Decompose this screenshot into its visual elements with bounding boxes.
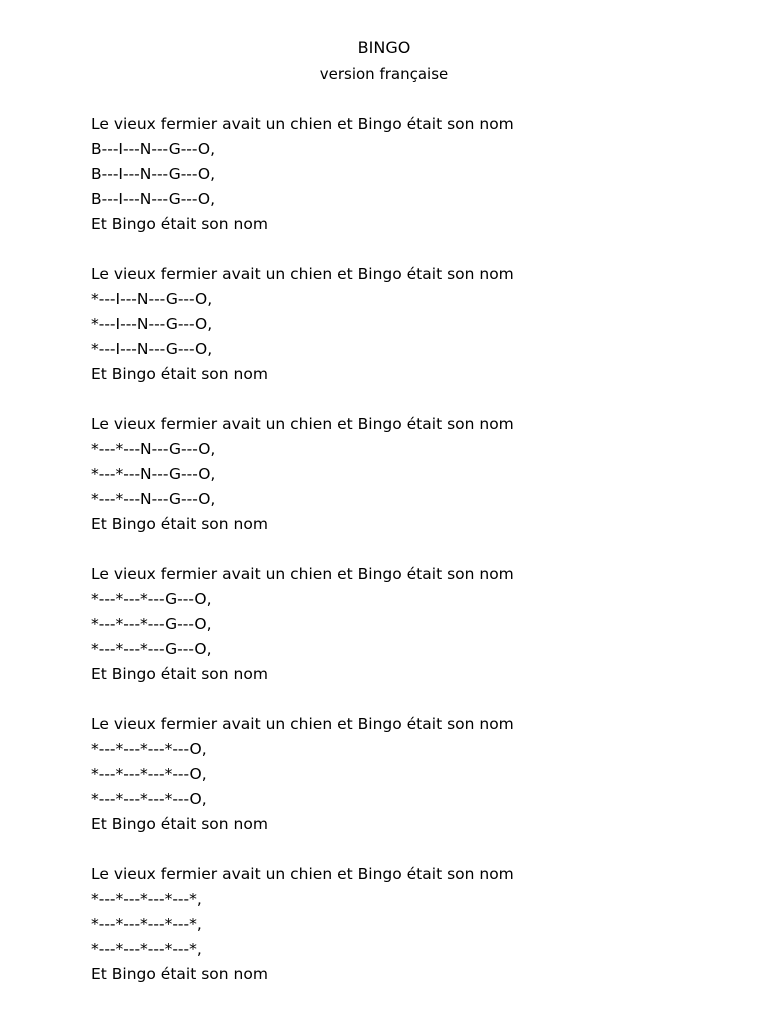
verse-line: Le vieux fermier avait un chien et Bingo était son nom — [91, 715, 514, 733]
verse-line: Et Bingo était son nom — [91, 965, 268, 983]
verse-line: *---*---N---G---O, — [91, 440, 216, 458]
verse-line: Et Bingo était son nom — [91, 365, 268, 383]
verse-line: *---*---*---G---O, — [91, 615, 212, 633]
lyrics-body — [91, 112, 731, 1012]
verse-line: Et Bingo était son nom — [91, 215, 268, 233]
verse — [91, 862, 731, 987]
verse-line: Le vieux fermier avait un chien et Bingo était son nom — [91, 865, 514, 883]
document-subtitle: version française — [319, 65, 449, 83]
verse-line: *---*---*---*---*, — [91, 915, 202, 933]
verse-line: *---*---*---*---O, — [91, 790, 207, 808]
verse-line: *---I---N---G---O, — [91, 340, 213, 358]
verse-line: *---*---N---G---O, — [91, 465, 216, 483]
verse-line: *---*---*---G---O, — [91, 640, 212, 658]
verse-line: *---I---N---G---O, — [91, 315, 213, 333]
verse — [91, 562, 731, 687]
verse-line: Le vieux fermier avait un chien et Bingo était son nom — [91, 565, 514, 583]
verse-line: *---*---N---G---O, — [91, 490, 216, 508]
verse-line: B---I---N---G---O, — [91, 140, 216, 158]
verse-line: B---I---N---G---O, — [91, 165, 216, 183]
verse — [91, 262, 731, 387]
document-title: BINGO — [357, 38, 411, 57]
verse-line: *---I---N---G---O, — [91, 290, 213, 308]
verse-line: *---*---*---G---O, — [91, 590, 212, 608]
verse — [91, 412, 731, 537]
verse-line: Et Bingo était son nom — [91, 665, 268, 683]
verse-line: *---*---*---*---*, — [91, 940, 202, 958]
verse-line: B---I---N---G---O, — [91, 190, 216, 208]
verse-line: Le vieux fermier avait un chien et Bingo était son nom — [91, 415, 514, 433]
verse-line: Et Bingo était son nom — [91, 815, 268, 833]
verse — [91, 712, 731, 837]
verse-line: *---*---*---*---O, — [91, 740, 207, 758]
verse-line: *---*---*---*---*, — [91, 890, 202, 908]
verse-line: *---*---*---*---O, — [91, 765, 207, 783]
verse-line: Le vieux fermier avait un chien et Bingo était son nom — [91, 115, 514, 133]
verse-line: Le vieux fermier avait un chien et Bingo était son nom — [91, 265, 514, 283]
verse — [91, 112, 731, 237]
verse-line: Et Bingo était son nom — [91, 515, 268, 533]
